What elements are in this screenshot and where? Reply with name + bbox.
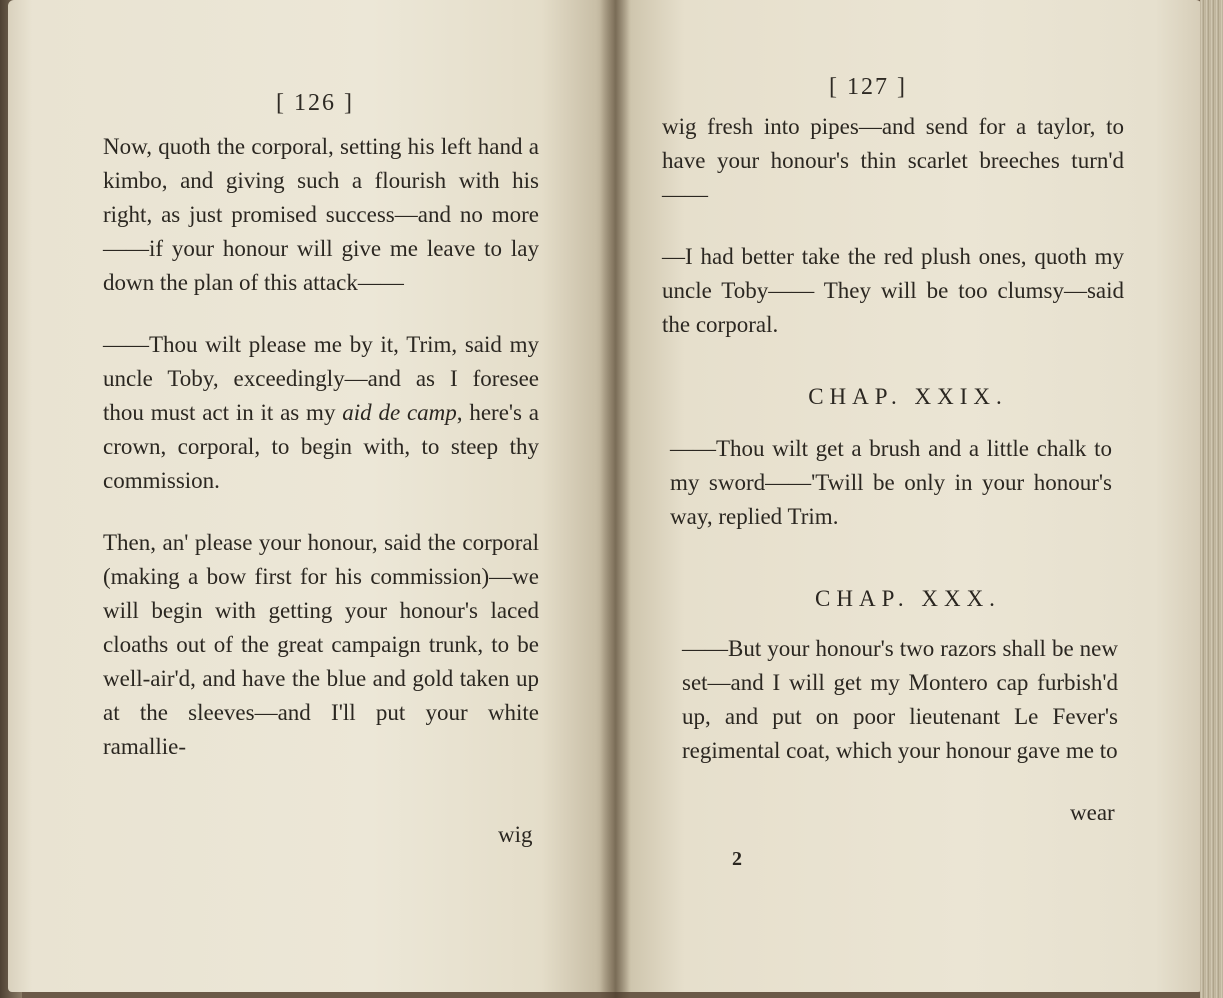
right-page-text — [662, 110, 1124, 342]
chapter-heading-xxx: CHAP. XXX. — [815, 586, 1001, 611]
chapter-heading-xxix: CHAP. XXIX. — [808, 384, 1008, 409]
paragraph-6: ——Thou wilt get a brush and a little chalk to my sword——'Twill be only in your honour's way, replied Trim. — [670, 436, 1112, 529]
paragraph-3: Then, an' please your honour, said the corporal (making a bow first for his commission)—we will begin with getting your honour's laced cloaths out of the great campaign trunk, to be well-air'd, and have the blue and gold taken up at the sleeves—and I'll put your white ramallie- — [103, 530, 539, 759]
paragraph-1: Now, quoth the corporal, setting his left hand a kimbo, and giving such a flourish with his right, as just promised success—and no more——if your honour will give me leave to lay down the plan of this attack—— — [103, 134, 539, 295]
paragraph-2 — [103, 328, 539, 498]
paragraph-5: —I had better take the red plush ones, quoth my uncle Toby—— They will be too clumsy—said the corporal. — [662, 244, 1124, 337]
paragraph-7: ——But your honour's two razors shall be new set—and I will get my Montero cap furbish'd up, and put on poor lieutenant Le Fever's regimental coat, which your honour gave me to — [682, 636, 1118, 763]
page-number-left: [ 126 ] — [276, 90, 354, 116]
paragraph-2-start: ——Thou wilt please me by it, Trim, said my uncle Toby, exceedingly—and as I foresee thou must act in it as my — [103, 332, 539, 425]
italic-aid-de-camp: aid de camp — [342, 400, 457, 425]
signature-mark: 2 — [732, 848, 742, 870]
paragraph-4: wig fresh into pipes—and send for a taylor, to have your honour's thin scarlet breeches turn'd—— — [662, 114, 1124, 207]
catchword-left: wig — [498, 822, 533, 847]
left-page — [8, 0, 614, 992]
left-page-text — [103, 130, 539, 764]
chapter-xxx-text — [682, 632, 1118, 768]
page-edges — [1200, 0, 1223, 998]
paragraph-2-end: , here's a crown, corporal, to begin with, to steep thy commission. — [103, 400, 540, 493]
right-page — [614, 0, 1202, 992]
page-number-right: [ 127 ] — [829, 74, 907, 100]
chapter-xxix-text — [670, 432, 1112, 534]
catchword-right: wear — [1070, 800, 1115, 825]
